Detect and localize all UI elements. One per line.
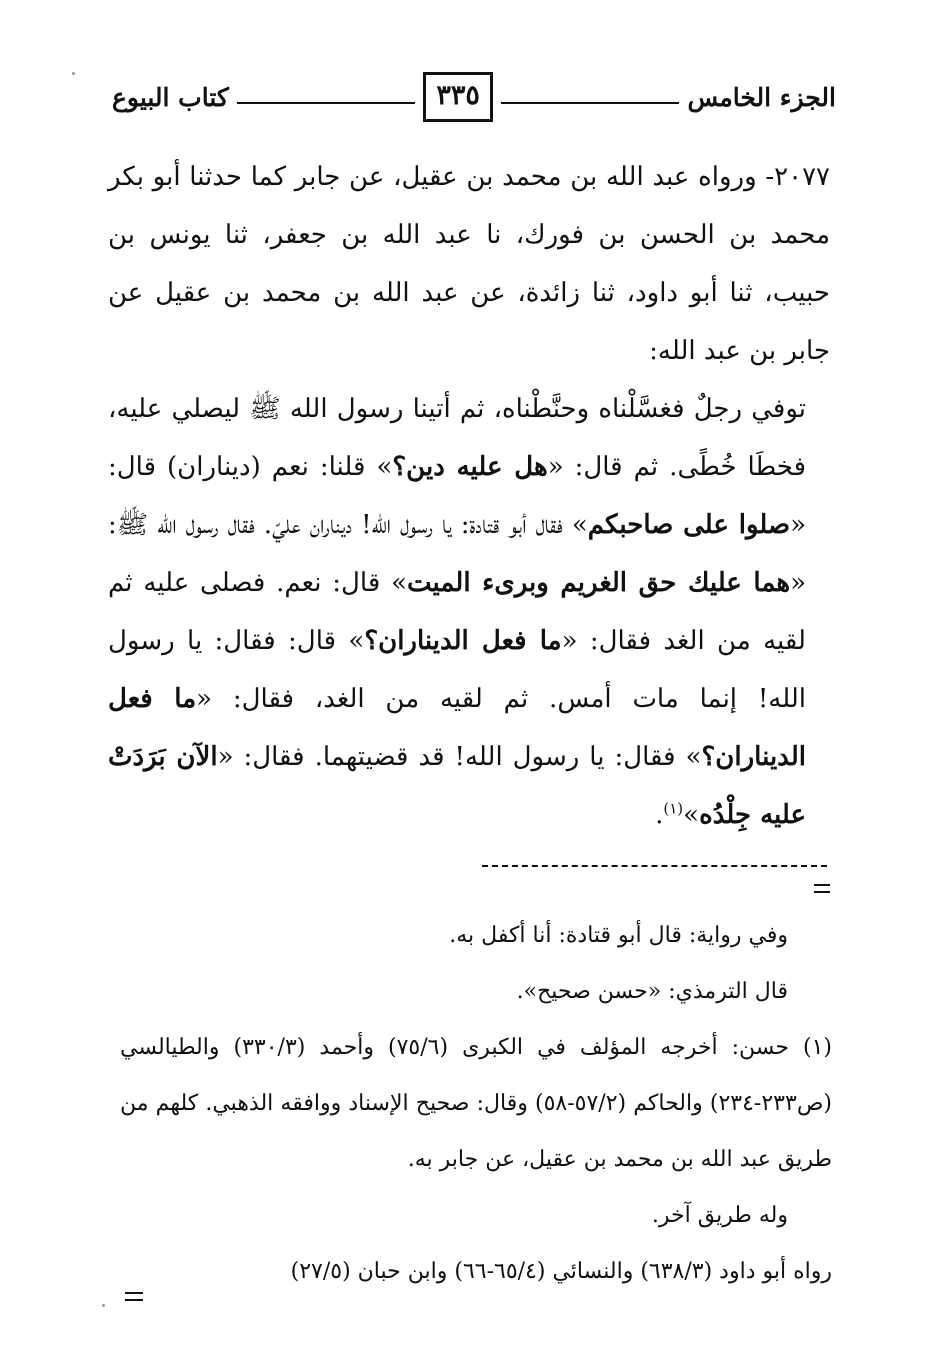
matn-quote-bold: صلوا على صاحبكم: [587, 510, 791, 540]
scan-speck: [72, 72, 75, 75]
running-header: [112, 70, 836, 124]
separator-mark: [814, 884, 830, 893]
footnote-reference: (١): [663, 799, 684, 818]
hadith-isnad-paragraph: ٢٠٧٧- ورواه عبد الله بن محمد بن عقيل، عن جابر كما حدثنا أبو بكر محمد بن الحسن بن فورك، نا عبد الله بن جعفر، ثنا يونس بن حبيب، ثنا أبو داود، ثنا زائدة، عن عبد الله بن محمد بن عقيل عن جابر بن عبد الله:: [108, 162, 830, 366]
matn-text: » قال: فقال: يا رسول الله! إنما مات أمس. ثم لقيه من الغد، فقال: «: [108, 626, 807, 714]
hadith-matn-paragraph: [108, 380, 830, 844]
matn-text: »: [683, 800, 700, 830]
matn-quote-bold: ما فعل الديناران؟: [364, 626, 562, 656]
scan-speck: [102, 1304, 105, 1307]
notes-section: [120, 908, 832, 1300]
page-end-mark: [125, 1292, 143, 1301]
footnote-1-other-route: رواه أبو داود (٦٣٨/٣) والنسائي (٦٥/٤-٦٦) وابن حبان (٢٧/٥): [290, 1259, 832, 1284]
matn-text: .: [655, 800, 664, 830]
matn-text: » قال: نعم. فصلى عليه ثم لقيه من الغد فقال: «: [108, 568, 806, 656]
matn-text: توفي رجلٌ فغسَّلْناه وحنَّطْناه، ثم أتينا رسول الله ﷺ ليصلي عليه، فخطَا خُطًى. ثم قال: «: [108, 394, 806, 482]
page-number: ٣٣٥: [423, 72, 493, 122]
matn-quote-bold: الآن بَرَدَتْ عليه جِلْدُه: [108, 742, 806, 830]
note-riwaya: وفي رواية: قال أبو قتادة: أنا أكفل به.: [449, 923, 788, 948]
footnote-separator: [482, 865, 827, 867]
footnote-1-continuation: وله طريق آخر.: [651, 1203, 788, 1228]
header-book-title: كتاب البيوع: [111, 82, 229, 112]
matn-text: » فقال: يا رسول الله! قد قضيتهما. فقال: «: [217, 742, 702, 772]
matn-quote-bold: هل عليه دين؟: [392, 452, 548, 482]
matn-text: » فقال أبو قتادة: يا رسول الله! ديناران عليّ. فقال رسول الله ﷺ: «: [108, 510, 806, 598]
footnote-1: (١) حسن: أخرجه المؤلف في الكبرى (٧٥/٦) وأحمد (٣٣٠/٣) والطيالسي (ص٢٣٣-٢٣٤) والحاكم (٥٧/٢-٥٨) وقال: صحيح الإسناد ووافقه الذهبي. كلهم من طريق عبد الله بن محمد بن عقيل، عن جابر به.: [120, 1035, 832, 1172]
matn-quote-bold: ما فعل الديناران؟: [108, 684, 806, 772]
note-tirmidhi: قال الترمذي: «حسن صحيح».: [516, 979, 788, 1004]
main-text: [108, 148, 830, 844]
header-part-title: الجزء الخامس: [687, 82, 836, 112]
header-rule-left: [237, 102, 416, 104]
matn-quote-bold: هما عليك حق الغريم وبرىء الميت: [406, 568, 791, 598]
header-rule-right: [501, 102, 680, 104]
matn-text: » قلنا: نعم (ديناران) قال: «: [108, 452, 806, 540]
